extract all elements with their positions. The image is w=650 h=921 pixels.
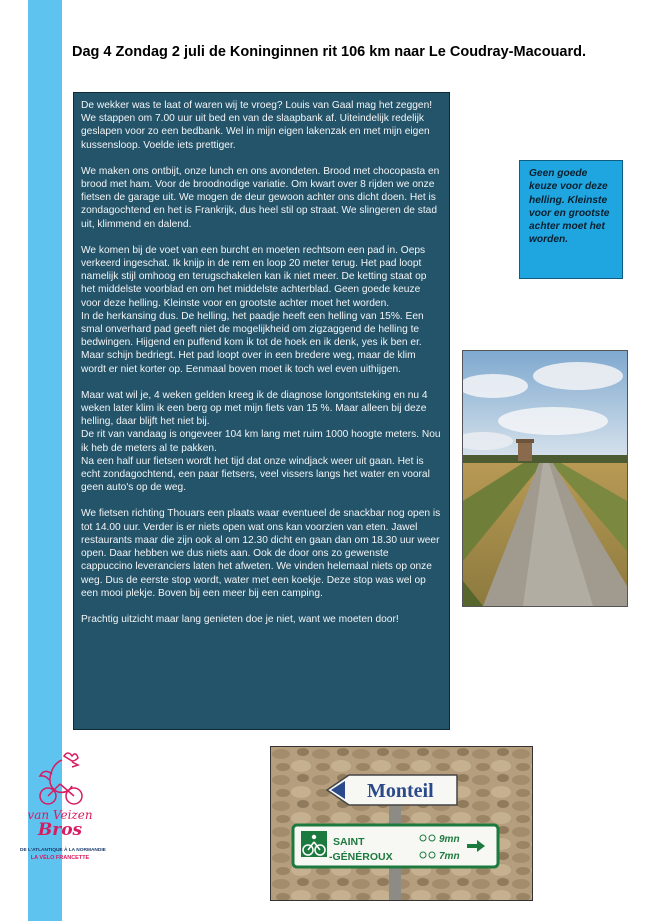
logo-tagline-2: LA VÉLO FRANCETTE bbox=[30, 855, 90, 861]
story-paragraph-6: Prachtig uitzicht maar lang genieten doe je niet, want we moeten door! bbox=[81, 613, 399, 625]
story-paragraph-4: Maar wat wil je, 4 weken gelden kreeg ik de diagnose longontsteking en nu 4 weken later klim ik een berg op met mijn fiets van 15 %. Maar alleen bij deze helling, daar blijft het niet bij. De rit van vandaag is ongeveer 104 km lang met ruim 1000 hoogte meters. Nou ik heb de meters al te pakken. Na een half uur fietsen wordt het tijd dat onze windjack weer uit gaan. Het is echt zondagochtend, een paar fietsers, veel vissers langs het water en vooral geen auto's op de weg. bbox=[81, 389, 441, 494]
logo-name-line1: van Veizen bbox=[27, 808, 93, 822]
sign-distance-2: 7mn bbox=[439, 851, 460, 862]
story-paragraph-2: We maken ons ontbijt, onze lunch en ons avondeten. Brood met chocopasta en brood met ham. Voor de broodnodige variatie. Om kwart over 8 rijden we onze fietsen de garage uit. We mogen de deur gewoon achter ons dicht doen. Het is zondagochtend en het is Frankrijk, dus heel stil op straat. We slingeren de stad uit, klimmend en dalend. bbox=[81, 165, 440, 230]
story-paragraph-3: We komen bij de voet van een burcht en moeten rechtsom een pad in. Oeps verkeerd ingeschat. Ik knijp in de rem en loop 20 meter terug. Het pad loopt namelijk stijl omhoog en terugschakelen kan ik niet meer. De ketting staat op het middelste voorblad en om het middelste achterblad. Geen goede keuze voor deze helling. Kleinste voor en grootste achter moet het worden. In de herkansing dus. De helling, het paadje heeft een helling van 15%. Een smal onverhard pad geeft niet de mogelijkheid om zigzaggend de helling te bedwingen. Hijgend en puffend kom ik tot de hoek en ik denk, yes ik ben er. Maar schijn bedriegt. Het pad loopt over in een bredere weg, maar de klim wordt er niet korter op. Eenmaal boven moet ik toch wel even uithijgen. bbox=[81, 244, 427, 375]
photo-countryside-path bbox=[462, 350, 628, 607]
sign-distance-1: 9mn bbox=[439, 834, 460, 845]
sign-destination-line2: -GÉNÉROUX bbox=[329, 851, 393, 863]
page-title: Dag 4 Zondag 2 juli de Koninginnen rit 106 km naar Le Coudray-Macouard. bbox=[72, 44, 587, 60]
story-paragraph-1: De wekker was te laat of waren wij te vroeg? Louis van Gaal mag het zeggen! We stappen om 7.00 uur uit bed en van de slaapbank af. Uiteindelijk redelijk geslapen voor zo een bedbank. Wel in mijn eigen lakenzak en met mijn eigen kussensloop. Voelde iets prettiger. bbox=[81, 100, 433, 151]
quote-callout: Geen goede keuze voor deze helling. Kleinste voor en grootste achter moet het worden. bbox=[519, 160, 623, 279]
logo-name-line2: Bros bbox=[37, 820, 83, 840]
van-veizen-bros-logo bbox=[20, 748, 106, 868]
rooster-bicycle-icon bbox=[20, 748, 100, 808]
logo-tagline-1: DE L'ATLANTIQUE À LA NORMANDIE bbox=[20, 848, 106, 853]
story-paragraph-5: We fietsen richting Thouars een plaats waar eventueel de snackbar nog open is tot 14.00 uur. Verder is er niets open wat ons kan voorzien van eten. Jawel restaurants maar die zijn ook al om 12.30 dicht en gaan dan om 18.30 uur weer open. Daar hebben we dus niets aan. Ook de door ons zo gewenste cappuccino leveranciers laten het afweten. We vinden helemaal niets op onze weg. Dus de eerste stop wordt, water met een koekje. Deze stop was wel op een mooi plekje. Boven bij een meer bij een camping. bbox=[81, 508, 441, 599]
story-text-box bbox=[73, 92, 450, 730]
sign-destination-line1: SAINT bbox=[333, 836, 365, 848]
sign-top-text: Monteil bbox=[367, 780, 434, 802]
photo-cycle-signpost bbox=[270, 746, 533, 901]
